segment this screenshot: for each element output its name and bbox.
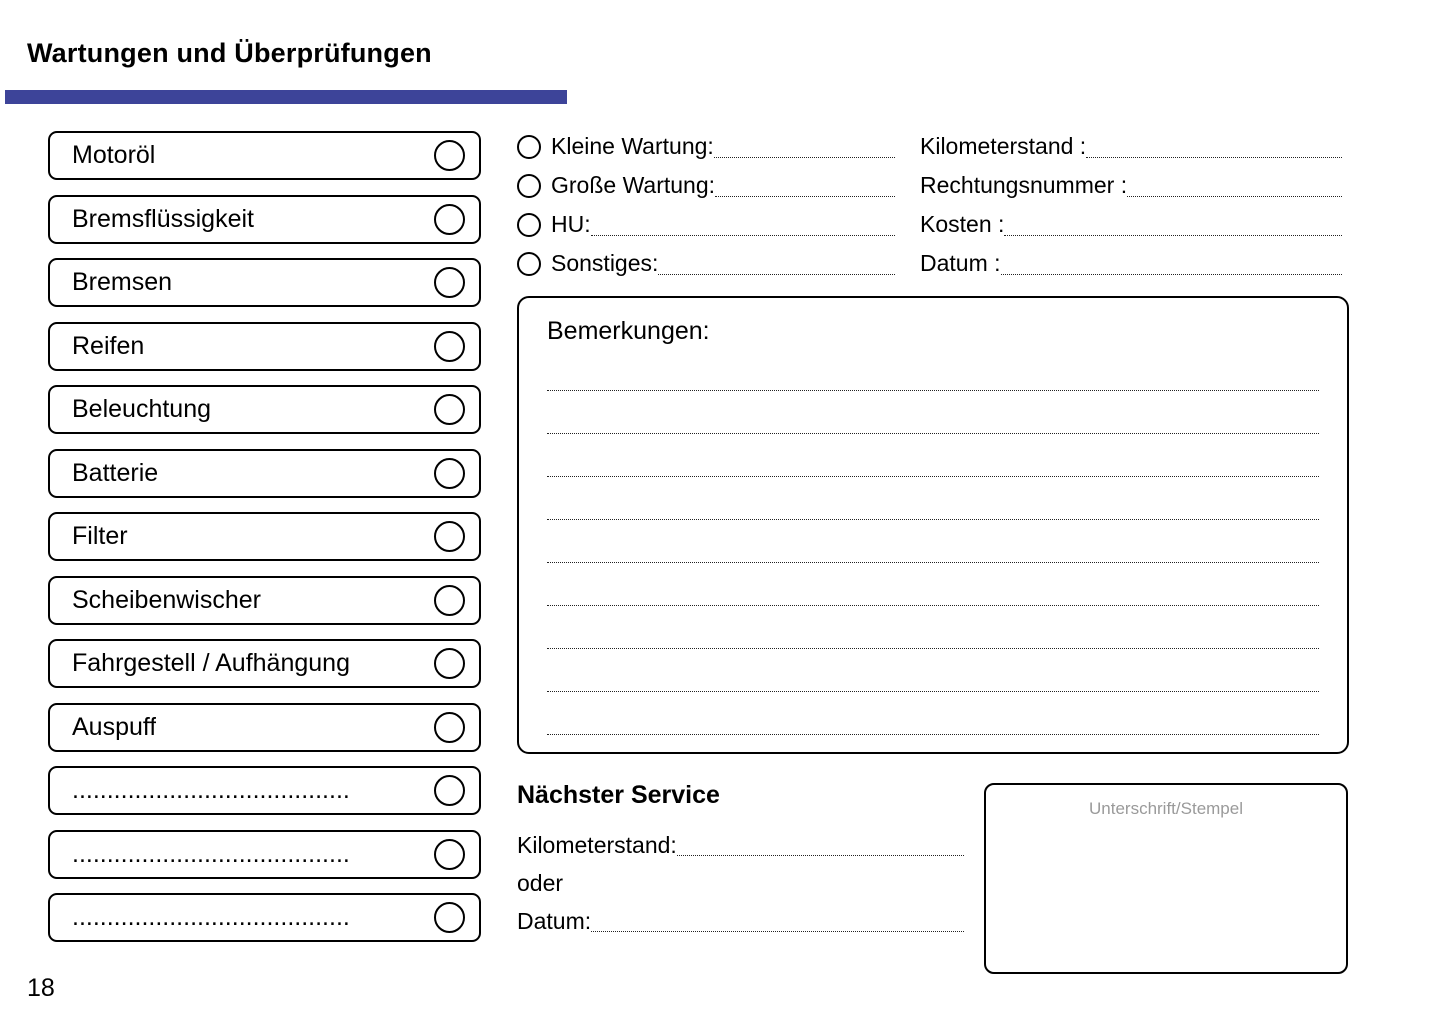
page-number: 18 <box>27 974 55 1002</box>
remarks-box <box>517 296 1349 754</box>
checklist-item-label: Reifen <box>72 331 145 360</box>
fill-in-line[interactable] <box>1127 196 1342 197</box>
service-type-option-label: Sonstiges: <box>551 250 659 276</box>
checkbox-circle-icon[interactable] <box>434 331 465 362</box>
checklist-item-label: Filter <box>72 522 128 550</box>
checklist-item <box>48 131 481 180</box>
checklist-item-label: Motoröl <box>72 141 156 169</box>
checklist-item <box>48 830 481 879</box>
radio-circle-icon[interactable] <box>517 135 541 159</box>
checklist-item <box>48 195 481 244</box>
checkbox-circle-icon[interactable] <box>434 140 465 171</box>
service-type-option-label: Kleine Wartung: <box>551 133 714 159</box>
checklist-item-label: Bremsflüssigkeit <box>72 204 254 233</box>
checklist-item <box>48 258 481 307</box>
checklist-item-label: Scheibenwischer <box>72 585 261 614</box>
checkbox-circle-icon[interactable] <box>434 585 465 616</box>
service-detail-fields <box>920 127 1342 283</box>
service-detail-field-label: Rechtungsnummer : <box>920 172 1128 198</box>
checklist-item <box>48 576 481 625</box>
checkbox-circle-icon[interactable] <box>434 267 465 298</box>
service-type-option <box>517 244 895 283</box>
checklist-item <box>48 703 481 752</box>
page-title: Wartungen und Überprüfungen <box>27 38 432 68</box>
fill-in-line[interactable] <box>1086 157 1342 158</box>
checklist-item-label: ........................................ <box>72 776 350 804</box>
checklist-item <box>48 449 481 498</box>
fill-in-line[interactable] <box>715 196 895 197</box>
checklist-item <box>48 766 481 815</box>
checkbox-circle-icon[interactable] <box>434 394 465 425</box>
checklist-item <box>48 639 481 688</box>
service-type-option <box>517 166 895 205</box>
signature-label: Unterschrift/Stempel <box>1089 799 1243 818</box>
remark-line[interactable] <box>547 520 1319 563</box>
service-type-option <box>517 205 895 244</box>
next-service-title: Nächster Service <box>517 781 720 809</box>
checklist-item-label: Batterie <box>72 458 159 487</box>
fill-in-line[interactable] <box>658 274 895 275</box>
remark-line[interactable] <box>547 649 1319 692</box>
checklist-item-label: Beleuchtung <box>72 395 212 423</box>
checklist <box>48 131 481 942</box>
service-type-option-label: Große Wartung: <box>551 172 716 198</box>
checklist-item-label: Auspuff <box>72 712 157 741</box>
fill-in-line[interactable] <box>591 931 964 932</box>
checkbox-circle-icon[interactable] <box>434 204 465 235</box>
remark-line[interactable] <box>547 434 1319 477</box>
checkbox-circle-icon[interactable] <box>434 902 465 933</box>
checkbox-circle-icon[interactable] <box>434 521 465 552</box>
remark-line[interactable] <box>547 477 1319 520</box>
accent-bar <box>5 90 567 104</box>
fill-in-line[interactable] <box>714 157 895 158</box>
remarks-lines <box>547 348 1319 735</box>
remark-line[interactable] <box>547 692 1319 735</box>
checklist-item <box>48 322 481 371</box>
service-detail-field <box>920 244 1342 283</box>
checklist-item-label: ........................................ <box>72 903 350 931</box>
next-service-datum-label: Datum: <box>517 907 592 934</box>
next-service-kilometerstand-row <box>517 826 964 864</box>
remark-line[interactable] <box>547 606 1319 649</box>
radio-circle-icon[interactable] <box>517 213 541 237</box>
checklist-item-label: Fahrgestell / Aufhängung <box>72 649 350 677</box>
next-service <box>517 781 964 940</box>
fill-in-line[interactable] <box>1004 235 1342 236</box>
checklist-item <box>48 512 481 561</box>
radio-circle-icon[interactable] <box>517 252 541 276</box>
remark-line[interactable] <box>547 391 1319 434</box>
service-type-options <box>517 127 895 283</box>
service-type-option <box>517 127 895 166</box>
service-detail-field <box>920 127 1342 166</box>
checklist-item <box>48 893 481 942</box>
fill-in-line[interactable] <box>591 235 895 236</box>
service-detail-field <box>920 205 1342 244</box>
remark-line[interactable] <box>547 348 1319 391</box>
checklist-item-label: Bremsen <box>72 268 173 296</box>
remark-line[interactable] <box>547 563 1319 606</box>
checklist-item <box>48 385 481 434</box>
checkbox-circle-icon[interactable] <box>434 648 465 679</box>
next-service-datum-row <box>517 902 964 940</box>
checkbox-circle-icon[interactable] <box>434 712 465 743</box>
service-type-option-label: HU: <box>551 211 591 237</box>
checkbox-circle-icon[interactable] <box>434 458 465 489</box>
checkbox-circle-icon[interactable] <box>434 839 465 870</box>
service-detail-field <box>920 166 1342 205</box>
service-detail-field-label: Kosten : <box>920 211 1005 237</box>
next-service-kilometerstand-label: Kilometerstand: <box>517 831 677 858</box>
next-service-oder-label: oder <box>517 869 564 896</box>
checklist-item-label: ........................................ <box>72 839 350 868</box>
fill-in-line[interactable] <box>1001 274 1342 275</box>
service-detail-field-label: Datum : <box>920 250 1001 276</box>
remarks-title: Bemerkungen: <box>547 317 710 345</box>
signature-box[interactable] <box>984 783 1348 974</box>
radio-circle-icon[interactable] <box>517 174 541 198</box>
service-detail-field-label: Kilometerstand : <box>920 133 1087 159</box>
fill-in-line[interactable] <box>677 855 964 856</box>
checkbox-circle-icon[interactable] <box>434 775 465 806</box>
